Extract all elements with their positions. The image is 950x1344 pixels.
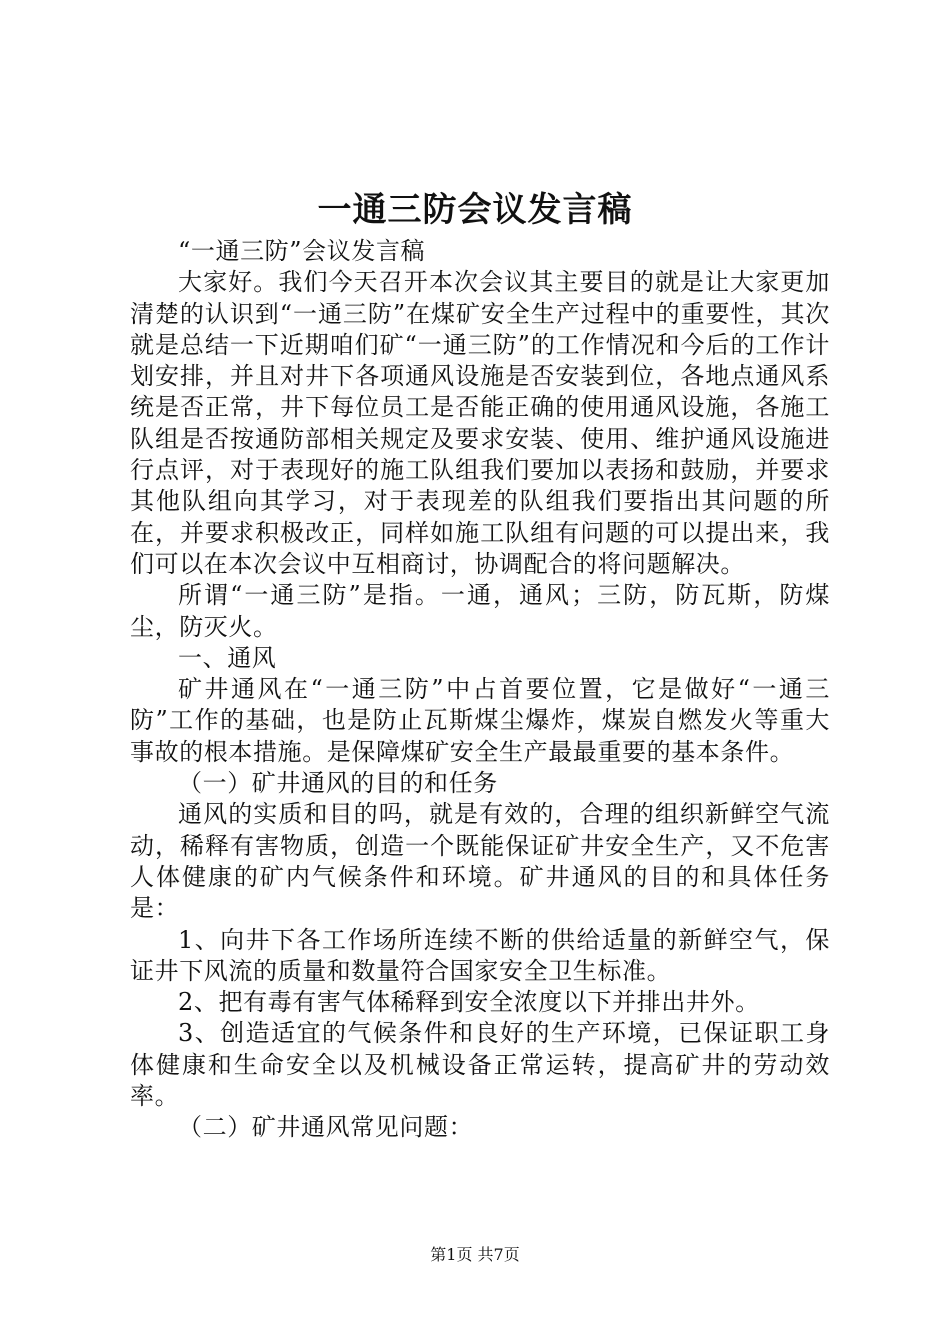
list-item-2: 2、把有毒有害气体稀释到安全浓度以下并排出井外。 [178, 988, 760, 1017]
paragraph-ventilation-intro: 矿井通风在“一通三防”中占首要位置，它是做好“一通三防”工作的基础，也是防止瓦斯煤尘爆炸，煤炭自燃发火等重大事故的根本措施。是保障煤矿安全生产最最重要的基本条件。 [130, 675, 830, 766]
paragraph-greeting: 大家好。我们今天召开本次会议其主要目的就是让大家更加清楚的认识到“一通三防”在煤矿安全生产过程中的重要性，其次就是总结一下近期咱们矿“一通三防”的工作情况和今后的工作计划安排，并且对井下各项通风设施是否安装到位，各地点通风系统是否正常，井下每位员工是否能正确的使用通风设施，各施工队组是否按通防部相关规定及要求安装、使用、维护通风设施进行点评，对于表现好的施工队组我们要加以表扬和鼓励，并要求其他队组向其学习，对于表现差的队组我们要指出其问题的所在，并要求积极改正，同样如施工队组有问题的可以提出来，我们可以在本次会议中互相商讨，协调配合的将问题解决。 [130, 268, 830, 578]
list-item-3: 3、创造适宜的气候条件和良好的生产环境，已保证职工身体健康和生命安全以及机械设备正常运转，提高矿井的劳动效率。 [130, 1019, 830, 1111]
paragraph-subtitle: “一通三防”会议发言稿 [178, 237, 426, 265]
paragraph-definition: 所谓“一通三防”是指。一通，通风；三防，防瓦斯，防煤尘，防灭火。 [130, 581, 830, 641]
subsection-heading-purpose: （一）矿井通风的目的和任务 [178, 769, 498, 798]
subsection-heading-problems: （二）矿井通风常见问题： [178, 1113, 474, 1142]
list-item-1: 1、向井下各工作场所连续不断的供给适量的新鲜空气，保证井下风流的质量和数量符合国家安全卫生标准。 [130, 925, 830, 985]
section-heading-ventilation: 一、通风 [178, 643, 277, 672]
page-footer: 第1页 共7页 [430, 1245, 520, 1264]
document-title: 一通三防会议发言稿 [317, 190, 633, 230]
paragraph-purpose: 通风的实质和目的吗，就是有效的，合理的组织新鲜空气流动，稀释有害物质，创造一个既能保证矿井安全生产，又不危害人体健康的矿内气候条件和环境。矿井通风的目的和具体任务是： [130, 800, 830, 923]
document-body [130, 236, 830, 1144]
